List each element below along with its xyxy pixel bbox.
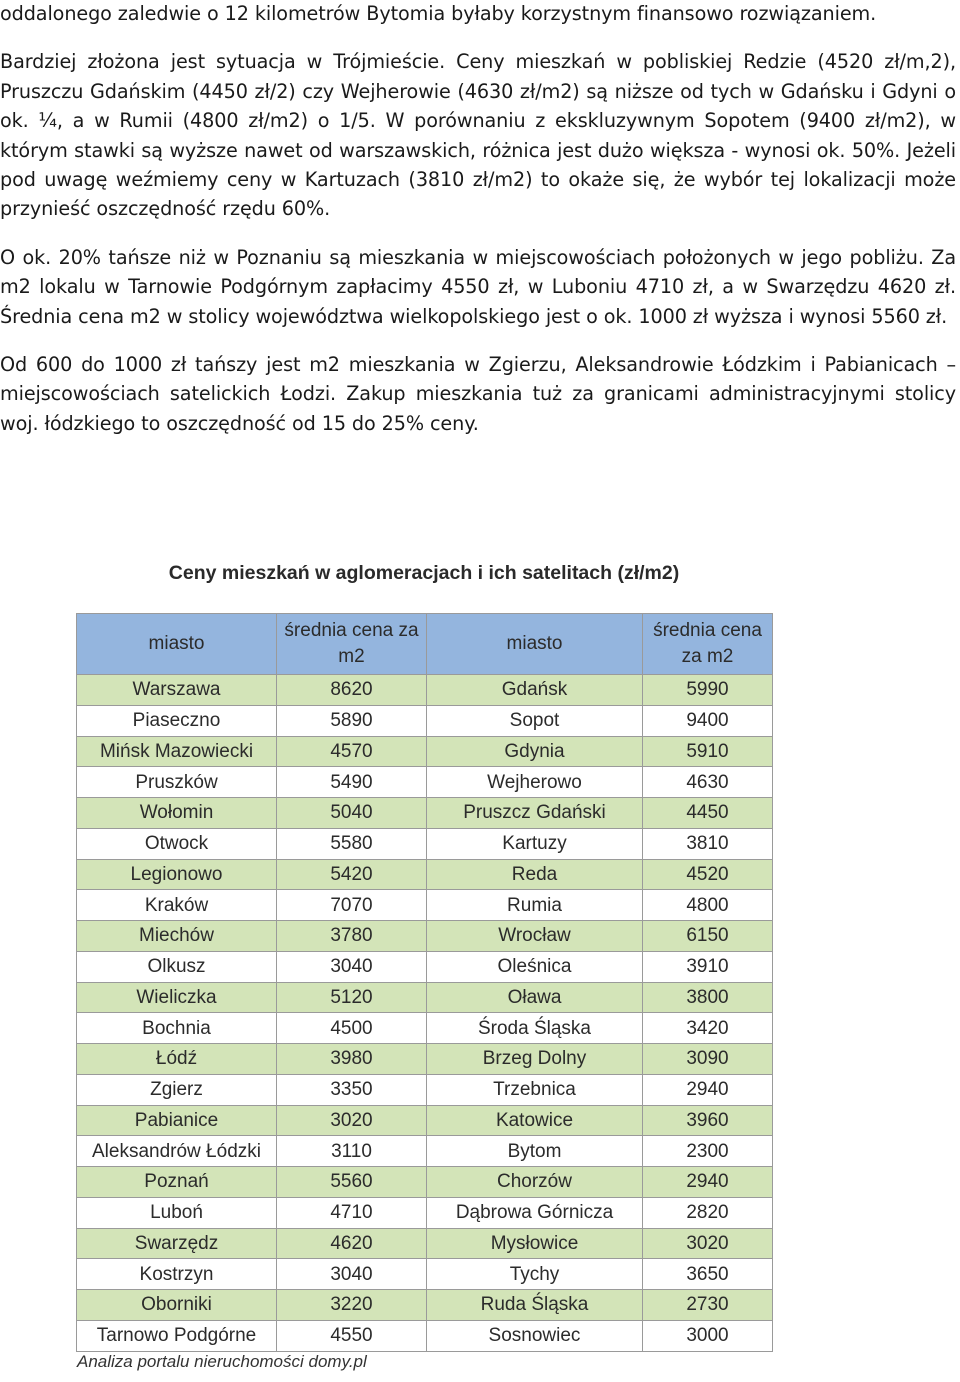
cell-city-right: Brzeg Dolny xyxy=(427,1044,643,1075)
cell-city-left: Oborniki xyxy=(77,1290,277,1321)
table-row xyxy=(77,1136,773,1167)
cell-price-right: 2940 xyxy=(643,1074,773,1105)
cell-city-right: Chorzów xyxy=(427,1167,643,1198)
cell-city-right: Oława xyxy=(427,982,643,1013)
cell-city-right: Dąbrowa Górnicza xyxy=(427,1197,643,1228)
cell-price-right: 3910 xyxy=(643,951,773,982)
table-row xyxy=(77,1197,773,1228)
cell-price-right: 3000 xyxy=(643,1320,773,1351)
cell-city-right: Tychy xyxy=(427,1259,643,1290)
header-price-left: średnia cena za m2 xyxy=(277,614,427,675)
cell-city-left: Otwock xyxy=(77,828,277,859)
price-table-container xyxy=(76,613,773,1352)
cell-city-right: Środa Śląska xyxy=(427,1013,643,1044)
cell-price-right: 3090 xyxy=(643,1044,773,1075)
table-row xyxy=(77,1044,773,1075)
cell-city-left: Kraków xyxy=(77,890,277,921)
paragraph-4: Od 600 do 1000 zł tańszy jest m2 mieszkania w Zgierzu, Aleksandrowie Łódzkim i Pabianicach – miejscowościach satelickich Łodzi. Zakup mieszkania tuż za granicami administracyjnymi stolicy woj. łódzkiego to oszczędność od 15 do 25% ceny. xyxy=(0,353,956,435)
cell-city-right: Bytom xyxy=(427,1136,643,1167)
cell-price-left: 3040 xyxy=(277,1259,427,1290)
cell-city-right: Sosnowiec xyxy=(427,1320,643,1351)
cell-price-right: 3810 xyxy=(643,828,773,859)
cell-city-right: Kartuzy xyxy=(427,828,643,859)
cell-price-right: 4520 xyxy=(643,859,773,890)
table-body xyxy=(77,675,773,1352)
cell-city-right: Wejherowo xyxy=(427,767,643,798)
cell-price-right: 3020 xyxy=(643,1228,773,1259)
source-note: Analiza portalu nieruchomości domy.pl xyxy=(77,1352,367,1371)
cell-price-right: 3420 xyxy=(643,1013,773,1044)
paragraph-1: oddalonego zaledwie o 12 kilometrów Bytomia byłaby korzystnym finansowo rozwiązaniem. xyxy=(0,2,877,25)
table-row xyxy=(77,1105,773,1136)
table-row xyxy=(77,1074,773,1105)
table-row xyxy=(77,1228,773,1259)
cell-price-left: 4710 xyxy=(277,1197,427,1228)
cell-city-right: Gdańsk xyxy=(427,675,643,706)
cell-city-left: Legionowo xyxy=(77,859,277,890)
cell-city-right: Pruszcz Gdański xyxy=(427,798,643,829)
cell-city-right: Gdynia xyxy=(427,736,643,767)
cell-price-right: 2730 xyxy=(643,1290,773,1321)
cell-city-right: Reda xyxy=(427,859,643,890)
article-text xyxy=(0,0,956,438)
cell-city-left: Pabianice xyxy=(77,1105,277,1136)
cell-city-left: Wieliczka xyxy=(77,982,277,1013)
cell-city-right: Rumia xyxy=(427,890,643,921)
paragraph-3: O ok. 20% tańsze niż w Poznaniu są mieszkania w miejscowościach położonych w jego pobliżu. Za m2 lokalu w Tarnowie Podgórnym zapłacimy 4550 zł, w Luboniu 4710 zł, a w Swarzędzu 4620 zł. Średnia cena m2 w stolicy województwa wielkopolskiego jest o ok. 1000 zł wyższa i wynosi 5560 zł. xyxy=(0,245,956,328)
cell-city-left: Olkusz xyxy=(77,951,277,982)
header-price-right: średnia cena za m2 xyxy=(643,614,773,675)
cell-price-right: 9400 xyxy=(643,705,773,736)
cell-city-left: Warszawa xyxy=(77,675,277,706)
table-row xyxy=(77,675,773,706)
table-row xyxy=(77,890,773,921)
cell-price-right: 2820 xyxy=(643,1197,773,1228)
cell-price-left: 7070 xyxy=(277,890,427,921)
cell-city-left: Zgierz xyxy=(77,1074,277,1105)
table-row xyxy=(77,1290,773,1321)
cell-city-left: Aleksandrów Łódzki xyxy=(77,1136,277,1167)
cell-price-left: 3020 xyxy=(277,1105,427,1136)
cell-city-left: Pruszków xyxy=(77,767,277,798)
header-city-right: miasto xyxy=(427,614,643,675)
cell-price-left: 4620 xyxy=(277,1228,427,1259)
paragraph-2: Bardziej złożona jest sytuacja w Trójmieście. Ceny mieszkań w pobliskiej Redzie (4520 zł/m,2), Pruszczu Gdańskim (4450 zł/2) czy Wejherowie (4630 zł/m2) są niższe od tych w Gdańsku i Gdyni o ok. ¼, a w Rumii (4800 zł/m2) o 1/5. W porównaniu z ekskluzywnym Sopotem (9400 zł/m2), w którym stawki są wyższe nawet od warszawskich, różnica jest dużo większa - wynosi ok. 50%. Jeżeli pod uwagę weźmiemy ceny w Kartuzach (3810 zł/m2) to okaże się, że wybór tej lokalizacji może przynieść oszczędność rzędu 60%. xyxy=(0,50,956,221)
cell-city-left: Miechów xyxy=(77,921,277,952)
cell-price-left: 4570 xyxy=(277,736,427,767)
cell-city-left: Luboń xyxy=(77,1197,277,1228)
table-row xyxy=(77,1259,773,1290)
table-row xyxy=(77,798,773,829)
cell-price-left: 5040 xyxy=(277,798,427,829)
cell-city-left: Łódź xyxy=(77,1044,277,1075)
table-row xyxy=(77,736,773,767)
cell-price-right: 3650 xyxy=(643,1259,773,1290)
cell-city-left: Bochnia xyxy=(77,1013,277,1044)
cell-price-left: 4550 xyxy=(277,1320,427,1351)
table-row xyxy=(77,1320,773,1351)
table-row xyxy=(77,705,773,736)
table-row xyxy=(77,767,773,798)
cell-city-right: Ruda Śląska xyxy=(427,1290,643,1321)
header-city-left: miasto xyxy=(77,614,277,675)
cell-city-left: Piaseczno xyxy=(77,705,277,736)
cell-price-left: 5120 xyxy=(277,982,427,1013)
cell-price-left: 3350 xyxy=(277,1074,427,1105)
table-row xyxy=(77,1013,773,1044)
cell-city-left: Tarnowo Podgórne xyxy=(77,1320,277,1351)
cell-price-right: 4800 xyxy=(643,890,773,921)
cell-city-right: Trzebnica xyxy=(427,1074,643,1105)
table-row xyxy=(77,982,773,1013)
cell-price-right: 4630 xyxy=(643,767,773,798)
cell-price-left: 5490 xyxy=(277,767,427,798)
cell-city-left: Wołomin xyxy=(77,798,277,829)
cell-city-left: Mińsk Mazowiecki xyxy=(77,736,277,767)
cell-price-right: 3960 xyxy=(643,1105,773,1136)
cell-city-right: Sopot xyxy=(427,705,643,736)
cell-price-left: 5560 xyxy=(277,1167,427,1198)
price-table xyxy=(76,613,773,1352)
table-row xyxy=(77,921,773,952)
cell-city-right: Wrocław xyxy=(427,921,643,952)
table-title: Ceny mieszkań w aglomeracjach i ich satelitach (zł/m2) xyxy=(168,562,680,584)
cell-price-right: 5990 xyxy=(643,675,773,706)
table-header-row xyxy=(77,614,773,675)
cell-price-left: 5890 xyxy=(277,705,427,736)
cell-city-right: Katowice xyxy=(427,1105,643,1136)
cell-price-left: 8620 xyxy=(277,675,427,706)
table-row xyxy=(77,828,773,859)
cell-price-right: 2940 xyxy=(643,1167,773,1198)
cell-price-right: 4450 xyxy=(643,798,773,829)
cell-city-left: Swarzędz xyxy=(77,1228,277,1259)
cell-price-left: 4500 xyxy=(277,1013,427,1044)
table-row xyxy=(77,859,773,890)
cell-city-left: Kostrzyn xyxy=(77,1259,277,1290)
cell-city-right: Mysłowice xyxy=(427,1228,643,1259)
cell-price-left: 3220 xyxy=(277,1290,427,1321)
cell-city-right: Oleśnica xyxy=(427,951,643,982)
cell-price-right: 5910 xyxy=(643,736,773,767)
cell-price-left: 3780 xyxy=(277,921,427,952)
cell-price-right: 6150 xyxy=(643,921,773,952)
cell-price-right: 3800 xyxy=(643,982,773,1013)
cell-price-left: 3040 xyxy=(277,951,427,982)
cell-price-right: 2300 xyxy=(643,1136,773,1167)
cell-city-left: Poznań xyxy=(77,1167,277,1198)
table-row xyxy=(77,951,773,982)
cell-price-left: 5580 xyxy=(277,828,427,859)
cell-price-left: 3980 xyxy=(277,1044,427,1075)
cell-price-left: 5420 xyxy=(277,859,427,890)
table-row xyxy=(77,1167,773,1198)
cell-price-left: 3110 xyxy=(277,1136,427,1167)
